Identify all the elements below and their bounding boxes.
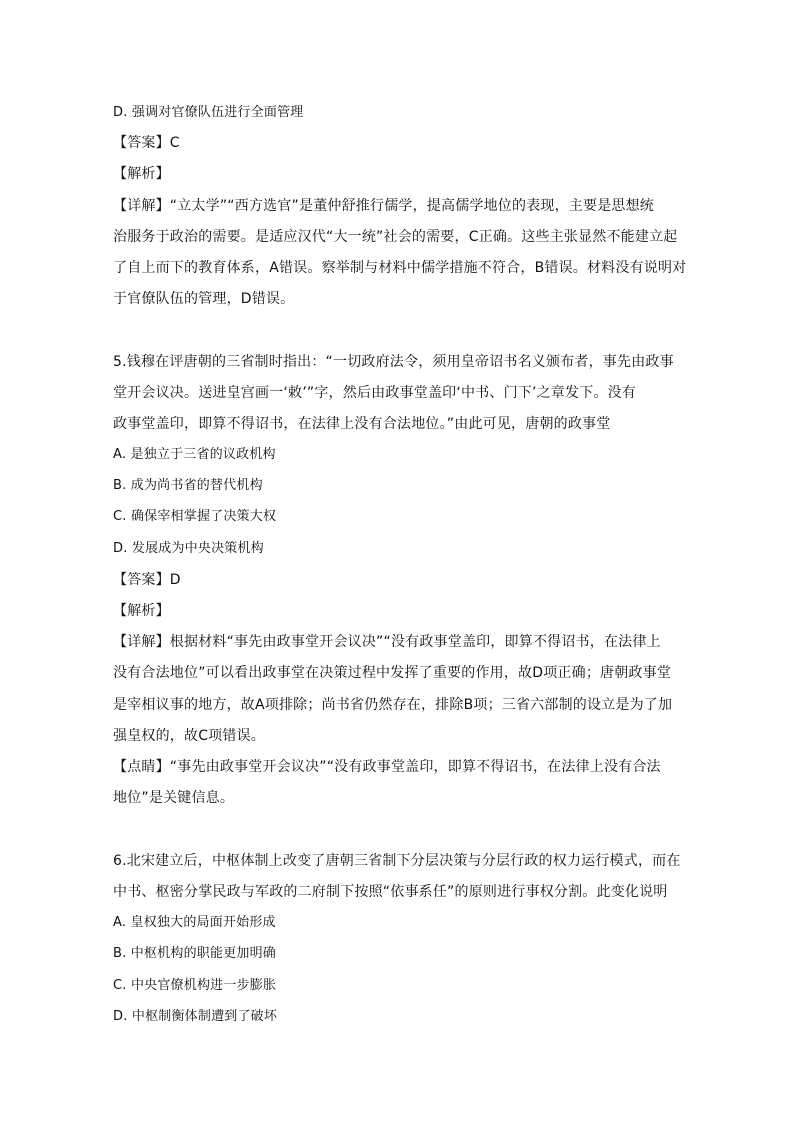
q4-answer: 【答案】C [113,135,180,151]
q5-option-a: A. 是独立于三省的议政机构 [113,447,276,462]
q5-stem-line-3: 政事堂盖印，即算不得诏书，在法律上没有合法地位。”由此可见，唐朝的政事堂 [113,416,611,432]
q6-option-d: D. 中枢制衡体制遭到了破坏 [113,1009,278,1024]
q5-analysis-label: 【解析】 [113,603,170,619]
q4-detail-line-4: 于官僚队伍的管理，D错误。 [113,291,295,307]
q4-detail-line-1: 【详解】“立太学”“西方选官”是董仲舒推行儒学，提高儒学地位的表现，主要是思想统 [113,198,655,214]
q4-detail-line-3: 了自上而下的教育体系，A错误。察举制与材料中儒学措施不符合，B错误。材料没有说明对 [113,260,687,276]
q5-point-line-1: 【点睛】“事先由政事堂开会议决”“没有政事堂盖印，即算不得诏书，在法律上没有合法 [113,759,661,775]
q4-detail-line-2: 治服务于政治的需要。是适应汉代“大一统”社会的需要，C正确。这些主张显然不能建立起 [113,229,678,245]
q5-detail-line-2: 没有合法地位”可以看出政事堂在决策过程中发挥了重要的作用，故D项正确；唐朝政事堂 [113,665,672,681]
q6-stem-line-1: 6.北宋建立后，中枢体制上改变了唐朝三省制下分层决策与分层行政的权力运行模式，而在 [113,853,681,869]
q5-point-line-2: 地位”是关键信息。 [113,790,235,806]
q6-stem-line-2: 中书、枢密分掌民政与军政的二府制下按照“依事系任”的原则进行事权分割。此变化说明 [113,884,668,900]
q5-option-d: D. 发展成为中央决策机构 [113,541,264,556]
q6-option-c: C. 中央官僚机构进一步膨胀 [113,978,277,993]
q5-answer: 【答案】D [113,572,181,588]
q5-detail-line-1: 【详解】根据材料“事先由政事堂开会议决”“没有政事堂盖印，即算不得诏书，在法律上 [113,634,661,650]
q4-analysis-label: 【解析】 [113,166,170,182]
q5-stem-line-2: 堂开会议决。送进皇宫画一‘敕’”字，然后由政事堂盖印‘中书、门下’之章发下。没有 [113,385,637,401]
q5-option-b: B. 成为尚书省的替代机构 [113,478,263,493]
q6-option-a: A. 皇权独大的局面开始形成 [113,915,276,930]
q5-stem-line-1: 5.钱穆在评唐朝的三省制时指出：“一切政府法令，须用皇帝诏书名义颁布者，事先由政事 [113,354,674,370]
q5-detail-line-4: 强皇权的，故C项错误。 [113,728,265,744]
q5-detail-line-3: 是宰相议事的地方，故A项排除；尚书省仍然存在，排除B项；三省六部制的设立是为了加 [113,697,673,713]
q6-option-b: B. 中枢机构的职能更加明确 [113,946,276,961]
q5-option-c: C. 确保宰相掌握了决策大权 [113,509,277,524]
q4-option-d: D. 强调对官僚队伍进行全面管理 [113,105,304,120]
